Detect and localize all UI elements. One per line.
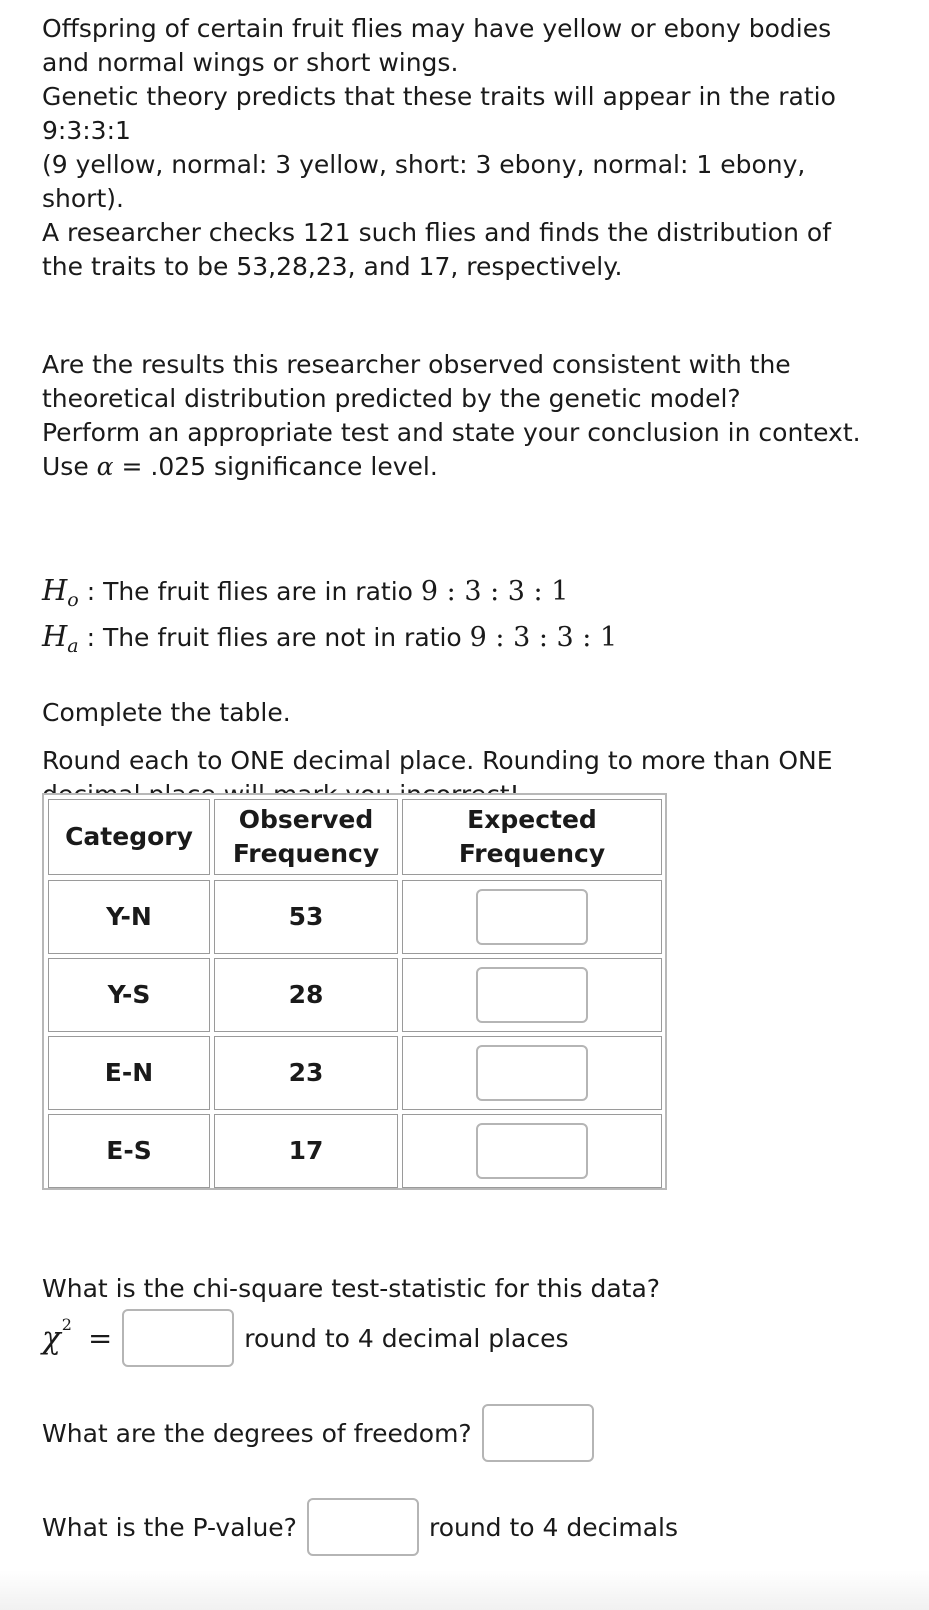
header-category: Category [48, 799, 210, 875]
question-line: Are the results this researcher observed consistent with the [42, 350, 791, 379]
chi-square-rounding-note: round to 4 decimal places [244, 1323, 569, 1353]
table-row-observed: 28 [214, 958, 398, 1032]
null-subscript: o [67, 589, 79, 611]
use-prefix: Use [42, 452, 89, 481]
table-row-observed: 17 [214, 1114, 398, 1188]
expected-input[interactable] [476, 889, 588, 945]
header-expected: Expected Frequency [402, 799, 662, 875]
expected-input[interactable] [476, 1045, 588, 1101]
degrees-of-freedom-row [42, 1404, 594, 1462]
table-row-category: Y-N [48, 880, 210, 954]
bottom-shadow [0, 1570, 929, 1610]
table-row-category: E-S [48, 1114, 210, 1188]
complete-table-instruction: Complete the table. [42, 698, 291, 727]
null-ratio: 9 : 3 : 3 : 1 [420, 576, 569, 607]
table-row-expected-cell [402, 880, 662, 954]
p-value-question: What is the P-value? [42, 1512, 297, 1542]
null-text: : The fruit flies are in ratio [78, 577, 421, 606]
expected-input[interactable] [476, 1123, 588, 1179]
alt-subscript: a [67, 635, 79, 657]
table-row-expected-cell [402, 1036, 662, 1110]
significance-line [42, 450, 912, 484]
chi-square-question: What is the chi-square test-statistic for this data? [42, 1274, 661, 1303]
problem-text [42, 12, 912, 812]
question-paragraph [42, 348, 912, 484]
null-hypothesis [42, 572, 912, 618]
intro-paragraph [42, 12, 912, 284]
chi-square-row [42, 1309, 569, 1367]
dof-input[interactable] [482, 1404, 594, 1462]
header-observed: Observed Frequency [214, 799, 398, 875]
question-line: theoretical distribution predicted by the genetic model? [42, 384, 741, 413]
expected-input[interactable] [476, 967, 588, 1023]
table-row-observed: 23 [214, 1036, 398, 1110]
intro-line: 9:3:3:1 [42, 116, 131, 145]
intro-line: Offspring of certain fruit flies may have yellow or ebony bodies [42, 14, 832, 43]
p-value-rounding-note: round to 4 decimals [428, 1512, 678, 1542]
p-value-row [42, 1498, 678, 1556]
chi-square-input[interactable] [122, 1309, 234, 1367]
intro-line: the traits to be 53,28,23, and 17, respectively. [42, 252, 623, 281]
alt-text: : The fruit flies are not in ratio [78, 623, 470, 652]
intro-line: A researcher checks 121 such flies and finds the distribution of [42, 218, 831, 247]
chi-superscript: 2 [61, 1314, 72, 1334]
intro-line: (9 yellow, normal: 3 yellow, short: 3 ebony, normal: 1 ebony, [42, 150, 806, 179]
intro-line: Genetic theory predicts that these traits will appear in the ratio [42, 82, 836, 111]
table-row-expected-cell [402, 1114, 662, 1188]
dof-question: What are the degrees of freedom? [42, 1418, 472, 1448]
table-row-category: E-N [48, 1036, 210, 1110]
chi-symbol: χ [42, 1320, 61, 1356]
alt-hypothesis [42, 618, 912, 664]
h-symbol: H [42, 619, 68, 653]
question-line: Perform an appropriate test and state your conclusion in context. [42, 418, 861, 447]
equals-sign: = [87, 1321, 113, 1355]
p-value-input[interactable] [307, 1498, 419, 1556]
alt-ratio: 9 : 3 : 3 : 1 [469, 622, 618, 653]
table-row-observed: 53 [214, 880, 398, 954]
rounding-line: Round each to ONE decimal place. Rounding to more than ONE [42, 746, 833, 775]
alpha-value: = .025 significance level. [113, 452, 438, 481]
intro-line: and normal wings or short wings. [42, 48, 459, 77]
alpha-symbol: α [96, 452, 114, 481]
table-row-expected-cell [402, 958, 662, 1032]
h-symbol: H [42, 573, 68, 607]
intro-line: short). [42, 184, 124, 213]
table-row-category: Y-S [48, 958, 210, 1032]
frequency-table [42, 793, 667, 1190]
